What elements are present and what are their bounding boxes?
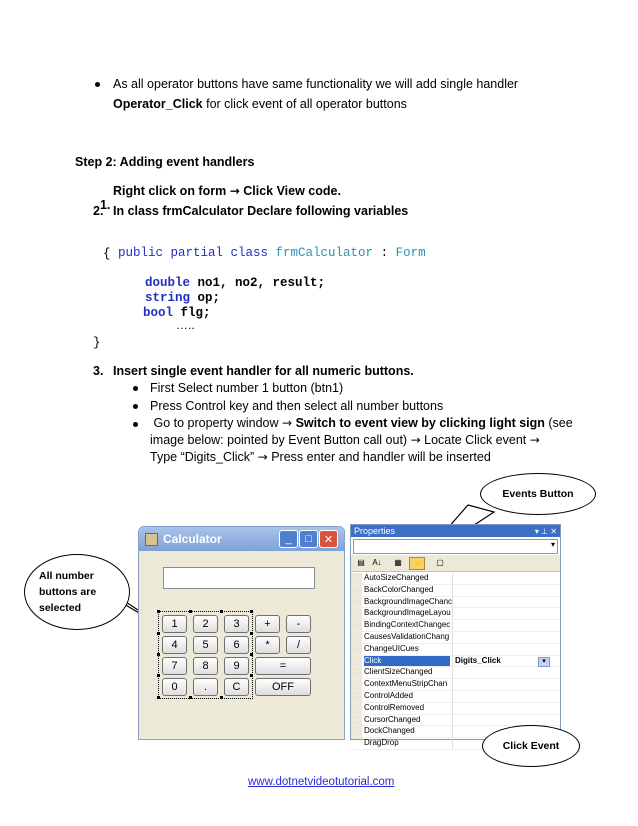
- property-row[interactable]: [351, 679, 560, 691]
- key-5[interactable]: 5: [193, 636, 218, 654]
- keypad: [153, 603, 313, 731]
- property-value[interactable]: [452, 644, 553, 655]
- property-name: ControlRemoved: [364, 702, 425, 712]
- property-row[interactable]: [351, 608, 560, 620]
- b3-line2-end: Locate Click event: [420, 433, 530, 447]
- code-bool-kw: bool: [143, 306, 174, 320]
- property-name: ClientSizeChanged: [364, 667, 433, 677]
- code-double-kw: double: [145, 276, 191, 290]
- property-name: BackgroundImageChanc: [364, 596, 453, 606]
- selection-handle: [157, 674, 160, 677]
- value-dropdown-icon[interactable]: ▾: [538, 657, 550, 667]
- intro-bullet-line2-rest: for click event of all operator buttons: [202, 97, 407, 111]
- all-number-callout-line1: All number: [39, 570, 94, 582]
- selection-handle: [250, 632, 253, 635]
- step-3-bullet-1: First Select number 1 button (btn1): [150, 381, 344, 395]
- key-dot[interactable]: .: [193, 678, 218, 696]
- selection-handle: [189, 610, 192, 613]
- key-equals[interactable]: =: [255, 657, 311, 675]
- selection-handle: [250, 653, 253, 656]
- b3-line3-end: Press enter and handler will be inserted: [267, 450, 491, 464]
- property-name: AutoSizeChanged: [364, 573, 429, 582]
- properties-toolbar: [351, 555, 560, 572]
- key-minus[interactable]: -: [286, 615, 311, 633]
- categorized-icon[interactable]: ▤: [357, 558, 365, 567]
- property-row[interactable]: [351, 585, 560, 597]
- property-value[interactable]: [452, 703, 553, 714]
- b3-line2-start: image below: pointed by Event Button call out): [150, 433, 411, 447]
- property-pages-icon[interactable]: ▢: [436, 558, 444, 567]
- property-value[interactable]: [452, 715, 553, 726]
- property-name: BackColorChanged: [364, 584, 434, 594]
- calculator-display[interactable]: [163, 567, 315, 589]
- key-plus[interactable]: +: [255, 615, 280, 633]
- property-name: BindingContextChangec: [364, 620, 451, 630]
- all-number-callout-line3: selected: [39, 602, 82, 614]
- code-colon: :: [373, 246, 396, 260]
- selection-handle: [220, 610, 223, 613]
- key-8[interactable]: 8: [193, 657, 218, 675]
- maximize-button[interactable]: □: [299, 530, 318, 548]
- app-icon: [145, 533, 158, 546]
- close-button[interactable]: ✕: [319, 530, 338, 548]
- click-event-callout-text: Click Event: [502, 740, 560, 752]
- selection-handle: [250, 674, 253, 677]
- code-bool-vars: flg;: [173, 306, 211, 320]
- properties-view-icon[interactable]: ▦: [394, 558, 402, 567]
- step-2-text: In class frmCalculator Declare following variables: [113, 204, 409, 218]
- key-clear[interactable]: C: [224, 678, 249, 696]
- properties-title: Properties: [354, 526, 396, 536]
- code-base-class: Form: [395, 246, 426, 260]
- code-class-name: frmCalculator: [275, 246, 374, 260]
- property-row[interactable]: [351, 667, 560, 679]
- property-name: ControlAdded: [364, 690, 413, 700]
- property-name: DragDrop: [364, 738, 399, 748]
- key-4[interactable]: 4: [162, 636, 187, 654]
- arrow-icon: →: [410, 433, 421, 447]
- property-name: CausesValidationChang: [364, 631, 450, 641]
- property-row[interactable]: [351, 620, 560, 632]
- code-ellipsis: …..: [176, 318, 195, 332]
- properties-title-controls[interactable]: ▾ ⊥ ✕: [534, 526, 557, 536]
- property-value[interactable]: [452, 608, 553, 619]
- key-multiply[interactable]: *: [255, 636, 280, 654]
- arrow-icon: →: [529, 433, 540, 447]
- key-off[interactable]: OFF: [255, 678, 311, 696]
- code-open-brace: {: [103, 247, 111, 261]
- property-row-click[interactable]: [351, 656, 560, 668]
- code-close-brace: }: [93, 336, 101, 350]
- step-1-text-b: Click View code.: [239, 184, 341, 198]
- code-double-vars: no1, no2, result;: [190, 276, 326, 290]
- property-grid: [351, 573, 560, 750]
- b3-bold: Switch to event view by clicking light sign: [295, 416, 545, 430]
- step-3-text: Insert single event handler for all numeric buttons.: [113, 364, 414, 378]
- key-9[interactable]: 9: [224, 657, 249, 675]
- selection-handle: [157, 632, 160, 635]
- selection-handle: [189, 696, 192, 699]
- intro-bullet-line1: As all operator buttons have same functionality we will add single handler: [113, 77, 519, 91]
- step-3-number: 3.: [93, 364, 104, 378]
- b3-line3-start: Type “Digits_Click”: [150, 450, 258, 464]
- events-lightning-icon[interactable]: ⚡: [409, 557, 425, 570]
- b3-start: Go to property window: [150, 416, 283, 430]
- click-event-callout: [482, 725, 580, 767]
- click-handler-value[interactable]: Digits_Click: [452, 656, 553, 667]
- property-value[interactable]: [452, 679, 553, 690]
- chevron-down-icon: ▾: [550, 540, 555, 549]
- all-number-callout-line2: buttons are: [39, 586, 97, 598]
- events-button-callout: [480, 473, 596, 515]
- selection-handle: [250, 610, 253, 613]
- key-1[interactable]: 1: [162, 615, 187, 633]
- calculator-title: Calculator: [163, 532, 222, 546]
- key-3[interactable]: 3: [224, 615, 249, 633]
- step2-heading: Step 2: Adding event handlers: [75, 155, 255, 169]
- all-number-callout: [24, 554, 130, 630]
- arrow-icon: →: [282, 416, 293, 430]
- code-string-kw: string: [145, 291, 191, 305]
- step-3-bullet-2: Press Control key and then select all number buttons: [150, 399, 444, 413]
- property-name: ContextMenuStripChan: [364, 679, 448, 689]
- selection-handle: [157, 653, 160, 656]
- step-1-text-a: Right click on form: [113, 184, 230, 198]
- property-row[interactable]: [351, 644, 560, 656]
- calculator-window: [138, 526, 345, 740]
- events-button-callout-text: Events Button: [502, 488, 574, 500]
- property-value[interactable]: [452, 585, 553, 596]
- step-1-number: 1.: [99, 198, 111, 212]
- property-row[interactable]: [351, 573, 560, 585]
- property-row[interactable]: [351, 703, 560, 715]
- property-value[interactable]: [452, 597, 553, 608]
- selection-handle: [157, 610, 160, 613]
- property-value[interactable]: [452, 667, 553, 678]
- property-row[interactable]: [351, 691, 560, 703]
- property-value[interactable]: [452, 620, 553, 631]
- property-row[interactable]: [351, 632, 560, 644]
- property-value[interactable]: [452, 632, 553, 643]
- b3-end: (see: [544, 416, 573, 430]
- footer-link[interactable]: www.dotnetvideotutorial.com: [248, 776, 395, 788]
- code-keywords: public partial class: [118, 246, 276, 260]
- operator-click-name: Operator_Click: [113, 97, 203, 111]
- key-2[interactable]: 2: [193, 615, 218, 633]
- property-name: Click: [364, 656, 450, 667]
- properties-titlebar: [351, 525, 560, 537]
- selection-frame: [158, 611, 253, 699]
- key-0[interactable]: 0: [162, 678, 187, 696]
- property-name: DockChanged: [364, 726, 415, 736]
- property-row[interactable]: [351, 597, 560, 609]
- minimize-button[interactable]: _: [279, 530, 298, 548]
- selection-handle: [157, 696, 160, 699]
- property-value[interactable]: [452, 573, 553, 584]
- property-name: ChangeUICues: [364, 643, 419, 653]
- step-2-number: 2.: [93, 204, 104, 218]
- code-string-vars: op;: [190, 291, 221, 305]
- alphabetical-icon[interactable]: A↓: [372, 558, 382, 567]
- key-7[interactable]: 7: [162, 657, 187, 675]
- key-divide[interactable]: /: [286, 636, 311, 654]
- property-value[interactable]: [452, 691, 553, 702]
- selection-handle: [220, 696, 223, 699]
- object-selector[interactable]: [353, 539, 558, 554]
- arrow-icon: →: [257, 450, 268, 464]
- arrow-icon: →: [229, 184, 240, 198]
- key-6[interactable]: 6: [224, 636, 249, 654]
- property-name: BackgroundImageLayou: [364, 608, 451, 618]
- property-name: CursorChanged: [364, 714, 421, 724]
